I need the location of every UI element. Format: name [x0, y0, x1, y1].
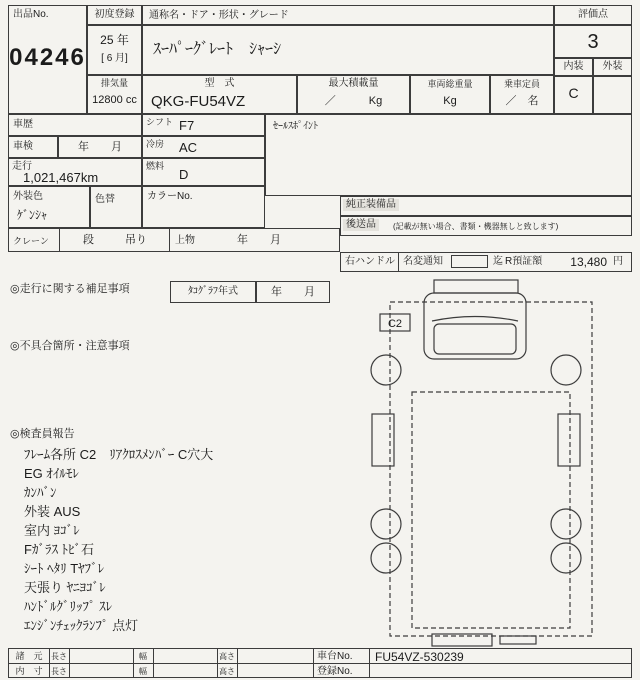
interior-header — [554, 58, 593, 76]
exterior-color-value: ｹﾞﾝｼｬ — [17, 208, 48, 222]
crane-stage-label: 段 — [83, 234, 94, 246]
rear-right-wheel-2 — [551, 543, 581, 573]
history-cell — [8, 114, 142, 136]
height-label: 高さ — [219, 667, 235, 676]
tachograph-label-cell — [170, 281, 256, 303]
inspection-label: 車検 — [13, 141, 33, 152]
inspection-value: 年 月 — [78, 141, 122, 153]
body-date-value: 年 月 — [237, 234, 281, 246]
displacement-label: 排気量 — [100, 78, 128, 88]
exhibit-no-value: 04246 — [9, 44, 86, 71]
score-header — [554, 5, 632, 25]
color-no-label: カラーNo. — [147, 191, 193, 202]
color-change-label: 色替 — [95, 194, 115, 205]
shift-cell — [142, 114, 265, 136]
capacity-value: ／ 名 — [505, 95, 539, 107]
rear-step — [500, 636, 536, 644]
exterior-label: 外装 — [602, 61, 623, 72]
sales-point-label: ｾｰﾙｽﾎﾟｲﾝﾄ — [273, 121, 318, 132]
chassis-no-label: 車台No. — [317, 651, 353, 662]
name-change-date-box — [451, 255, 488, 268]
gross-weight-value: Kg — [443, 95, 457, 107]
spec-row-label: 諸 元 — [15, 651, 43, 661]
deposit-label: R預証額 — [505, 256, 543, 267]
cab-roof-marker — [434, 280, 518, 293]
truck-diagram — [360, 272, 632, 648]
capacity-label: 乗車定員 — [503, 79, 540, 89]
exterior-grade-box — [593, 76, 632, 114]
later-items-note: (記載が無い場合、書類・機器無しと致します) — [393, 222, 559, 231]
history-label: 車歴 — [13, 119, 33, 130]
inspection-value-cell — [58, 136, 142, 158]
rear-left-wheel-1 — [371, 509, 401, 539]
divider — [169, 229, 170, 251]
report-line: ｴﾝｼﾞﾝﾁｪｯｸﾗﾝﾌﾟ 点灯 — [24, 618, 139, 633]
gross-weight-cell — [410, 75, 490, 114]
color-no-cell — [142, 186, 265, 228]
mileage-cell — [8, 158, 142, 186]
ac-cell — [142, 136, 265, 158]
genuine-equipment-box — [340, 196, 632, 216]
capacity-cell — [490, 75, 554, 114]
first-registration-label: 初度登録 — [94, 9, 135, 20]
length-label: 長さ — [51, 652, 67, 661]
gross-weight-label: 車両総重量 — [427, 79, 473, 89]
until-label: 迄 — [493, 256, 503, 267]
first-registration-month: [ 6 月] — [101, 53, 128, 64]
interior-grade-box — [554, 76, 593, 114]
score-box — [554, 25, 632, 58]
divider — [398, 253, 399, 271]
crane-body-row — [8, 228, 340, 252]
interior-grade-value: C — [568, 85, 579, 101]
report-line: ｼｰﾄ ﾍﾀﾘ Tﾔﾌﾞﾚ — [24, 561, 105, 576]
sales-point-box — [265, 114, 632, 196]
mileage-label: 走行 — [12, 161, 32, 172]
fuel-label: 燃料 — [146, 161, 165, 171]
exterior-header — [593, 58, 632, 76]
divider — [9, 663, 631, 664]
cab-interior — [434, 324, 516, 354]
name-change-label: 名変通知 — [403, 256, 443, 267]
width-label: 幅 — [139, 667, 147, 676]
report-line: EG ｵｲﾙﾓﾚ — [24, 466, 79, 481]
divider — [59, 229, 60, 251]
tachograph-value-cell — [256, 281, 330, 303]
front-left-wheel — [371, 355, 401, 385]
later-items-box — [340, 216, 632, 236]
divider — [369, 649, 370, 677]
width-label: 幅 — [139, 652, 147, 661]
vehicle-name-label: 通称名・ドア・形状・グレード — [149, 10, 289, 21]
displacement-cell — [87, 75, 142, 114]
color-change-cell — [90, 186, 142, 228]
exterior-color-cell — [8, 186, 90, 228]
report-line: ｶﾝﾊﾞﾝ — [24, 485, 57, 500]
reg-no-label: 登録No. — [317, 666, 353, 677]
fuel-value: D — [179, 167, 189, 182]
exhibit-no-box — [8, 5, 87, 114]
vehicle-name-box — [142, 25, 554, 75]
crane-hang-label: 吊り — [125, 234, 147, 246]
first-registration-header — [87, 5, 142, 25]
mileage-note-title: ◎走行に関する補足事項 — [10, 283, 130, 295]
truck-cab — [424, 293, 526, 359]
length-label: 長さ — [51, 667, 67, 676]
model-value: QKG-FU54VZ — [151, 93, 246, 110]
exhibit-no-label: 出品No. — [13, 9, 49, 20]
rear-right-wheel-1 — [551, 509, 581, 539]
inner-row-label: 内 寸 — [15, 666, 43, 676]
footer-table — [8, 648, 632, 678]
chassis-frame-outline — [412, 392, 570, 628]
ac-value: AC — [179, 140, 198, 155]
divider — [153, 649, 154, 677]
height-label: 高さ — [219, 652, 235, 661]
deposit-unit: 円 — [613, 256, 623, 267]
inspector-report-title: ◎検査員報告 — [10, 428, 75, 440]
divider — [69, 649, 70, 677]
crane-label: クレーン — [13, 236, 49, 246]
steering-label: 右ハンドル — [345, 256, 395, 267]
first-registration-value-box — [87, 25, 142, 75]
model-cell — [142, 75, 297, 114]
body-label: 上物 — [175, 235, 195, 246]
vehicle-name-value: ｽｰﾊﾟｰｸﾞﾚｰﾄ ｼｬｰｼ — [153, 41, 282, 58]
interior-label: 内装 — [563, 61, 584, 72]
truck-body-outline — [387, 302, 592, 636]
deposit-amount: 13,480 — [570, 255, 607, 269]
windshield-line — [432, 317, 518, 322]
report-line: Fｶﾞﾗｽ ﾄﾋﾞ石 — [24, 542, 95, 557]
rear-left-wheel-2 — [371, 543, 401, 573]
inspector-report-lines — [24, 447, 356, 637]
max-load-label: 最大積載量 — [328, 78, 379, 89]
displacement-value: 12800 cc — [92, 94, 137, 106]
score-value: 3 — [587, 31, 599, 53]
max-load-cell — [297, 75, 410, 114]
steering-deposit-row — [340, 252, 632, 272]
right-side-tank — [558, 414, 580, 466]
report-line: 外装 AUS — [24, 504, 81, 519]
chassis-no-value: FU54VZ-530239 — [375, 650, 464, 664]
report-line: ﾌﾚｰﾑ各所 C2 ﾘｱｸﾛｽﾒﾝﾊﾞｰ C穴大 — [24, 447, 214, 462]
shift-value: F7 — [179, 118, 195, 133]
model-label: 型 式 — [204, 78, 235, 89]
tachograph-label: ﾀｺｸﾞﾗﾌ年式 — [188, 286, 238, 297]
divider — [313, 649, 314, 677]
inspection-label-cell — [8, 136, 58, 158]
divider — [237, 649, 238, 677]
front-right-wheel — [551, 355, 581, 385]
defects-title: ◎不具合箇所・注意事項 — [10, 340, 130, 352]
report-line: 天張り ﾔﾆﾖｺﾞﾚ — [24, 580, 106, 595]
shift-label: シフト — [146, 117, 174, 127]
exterior-color-label: 外装色 — [13, 191, 43, 202]
mileage-value: 1,021,467km — [23, 170, 99, 185]
ac-label: 冷房 — [146, 139, 165, 149]
tachograph-value: 年 月 — [271, 286, 315, 298]
vehicle-name-header — [142, 5, 554, 25]
later-items-label: 後送品 — [343, 219, 379, 231]
c2-marker-label: C2 — [387, 318, 403, 330]
max-load-value: ／ Kg — [324, 95, 383, 107]
left-side-tank — [372, 414, 394, 466]
score-label: 評価点 — [578, 9, 608, 20]
first-registration-year: 25 年 — [100, 33, 129, 47]
report-line: ﾊﾝﾄﾞﾙｸﾞﾘｯﾌﾟ ｽﾚ — [24, 599, 113, 614]
genuine-equipment-label: 純正装備品 — [343, 199, 399, 211]
fuel-cell — [142, 158, 265, 186]
report-line: 室内 ﾖｺﾞﾚ — [24, 523, 80, 538]
